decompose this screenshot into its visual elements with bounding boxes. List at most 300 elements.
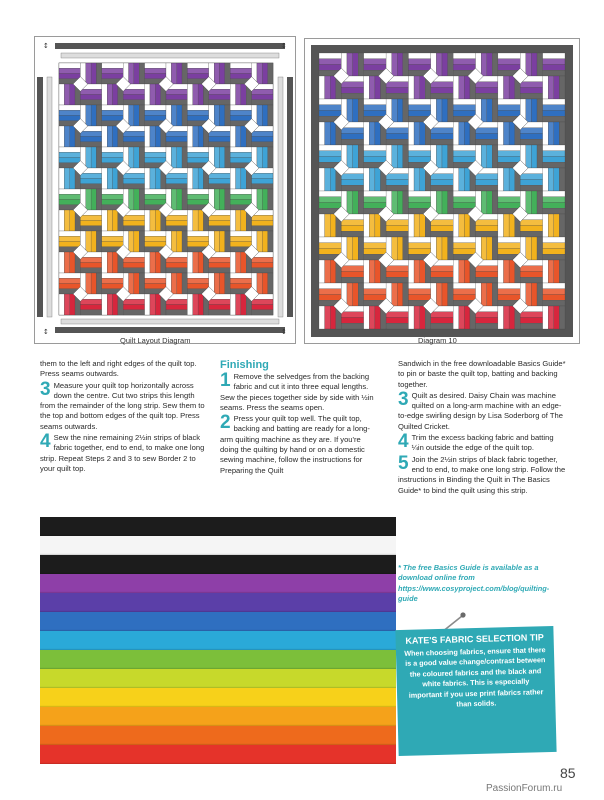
quilt-strip <box>526 191 532 214</box>
quilt-strip <box>476 139 498 145</box>
quilt-strip <box>220 147 225 168</box>
quilt-strip <box>543 306 549 329</box>
step-number: 2 <box>220 412 231 434</box>
quilt-strip <box>59 152 80 157</box>
quilt-strip <box>64 126 69 147</box>
quilt-strip <box>230 294 235 315</box>
quilt-strip <box>520 323 542 329</box>
quilt-strip <box>543 191 565 197</box>
paragraph-intro: Sandwich in the free downloadable Basics Guide* to pin or baste the quilt top, batting and backing together. <box>398 359 566 389</box>
quilt-strip <box>80 89 101 94</box>
quilt-strip <box>187 273 208 278</box>
quilt-strip <box>187 252 192 273</box>
quilt-strip <box>531 283 537 306</box>
fabric-stripe-shadow <box>40 611 396 612</box>
quilt-strip <box>187 84 192 105</box>
quilt-strip <box>102 231 123 236</box>
quilt-strip <box>319 243 341 249</box>
quilt-strip <box>139 105 144 126</box>
quilt-strip <box>341 272 363 278</box>
quilt-strip <box>107 294 112 315</box>
quilt-strip <box>330 214 336 237</box>
quilt-strip <box>364 260 370 283</box>
quilt-strip <box>375 168 381 191</box>
quilt-strip <box>166 221 187 226</box>
quilt-strip <box>123 89 144 94</box>
quilt-strip <box>341 180 363 186</box>
quilt-strip <box>431 174 453 180</box>
quilt-strip <box>145 110 166 115</box>
quilt-strip <box>548 76 554 99</box>
page-number: 85 <box>560 765 576 781</box>
fabric-stripe <box>40 745 396 764</box>
quilt-strip <box>325 76 331 99</box>
quilt-strip <box>193 294 198 315</box>
quilt-strip <box>230 210 235 231</box>
quilt-strip <box>209 142 230 147</box>
quilt-strip <box>59 294 64 315</box>
quilt-strip <box>386 277 408 283</box>
step-number: 5 <box>398 452 409 474</box>
quilt-strip <box>230 168 235 189</box>
quilt-strip <box>59 242 80 247</box>
quilt-strip <box>155 294 160 315</box>
quilt-strip <box>209 184 230 189</box>
quilt-strip <box>543 254 565 260</box>
quilt-strip <box>319 214 325 237</box>
quilt-strip <box>364 151 386 157</box>
step-text: Quilt as desired. Daisy Chain was machine quilted on a long-arm machine with an edge-to-edge swirling design by Lisa Soderborg of The Quilted Cricket. <box>398 390 563 431</box>
quilt-strip <box>386 226 408 232</box>
quilt-strip <box>209 179 230 184</box>
quilt-strip <box>341 185 363 191</box>
column-3 <box>398 359 566 497</box>
quilt-strip <box>241 294 246 315</box>
quilt-strip <box>498 214 504 237</box>
fabric-stripe <box>40 688 396 708</box>
quilt-strip <box>102 200 123 205</box>
quilt-strip <box>386 312 408 318</box>
quilt-strip <box>134 273 139 294</box>
quilt-strip <box>526 145 532 168</box>
quilt-strip <box>498 111 520 117</box>
quilt-strip <box>504 306 510 329</box>
quilt-strip <box>230 63 251 68</box>
quilt-strip <box>464 168 470 191</box>
quilt-strip <box>453 197 475 203</box>
quilt-strip <box>319 157 341 163</box>
quilt-strip <box>498 151 520 157</box>
quilt-strip <box>187 152 208 157</box>
quilt-strip <box>252 100 273 105</box>
quilt-strip <box>64 210 69 231</box>
quilt-strip <box>230 236 251 241</box>
quilt-strip <box>59 200 80 205</box>
quilt-strip <box>386 180 408 186</box>
fabric-selection-tip-box <box>395 626 556 756</box>
basics-guide-footnote: * The free Basics Guide is available as a download online from https://www.cosyproject.com/blog/quilting-guide <box>398 563 550 603</box>
quilt-strip <box>150 126 155 147</box>
quilt-strip <box>543 76 549 99</box>
quilt-strip <box>209 226 230 231</box>
quilt-strip <box>268 231 273 252</box>
quilt-strip <box>498 289 520 295</box>
quilt-strip <box>129 189 134 210</box>
quilt-strip <box>537 145 543 168</box>
quilt-strip <box>364 243 386 249</box>
quilt-strip <box>364 203 386 209</box>
quilt-strip <box>155 126 160 147</box>
quilt-strip <box>543 116 565 122</box>
quilt-strip <box>509 168 515 191</box>
quilt-strip <box>420 122 426 145</box>
quilt-strip <box>364 122 370 145</box>
quilt-strip <box>80 131 101 136</box>
quilt-strip <box>325 168 331 191</box>
fabric-stripe <box>40 650 396 670</box>
quilt-strip <box>543 70 565 76</box>
quilt-strip <box>177 273 182 294</box>
quilt-strip <box>481 283 487 306</box>
quilt-strip <box>59 105 80 110</box>
quilt-strip <box>236 252 241 273</box>
quilt-strip <box>64 168 69 189</box>
quilt-strip <box>464 306 470 329</box>
quilt-strip <box>364 145 386 151</box>
quilt-strip <box>268 147 273 168</box>
quilt-strip <box>476 312 498 318</box>
quilt-strip <box>209 257 230 262</box>
quilt-strip <box>193 210 198 231</box>
quilt-strip <box>252 179 273 184</box>
quilt-strip <box>453 53 475 59</box>
quilt-strip <box>123 179 144 184</box>
quilt-strip <box>543 162 565 168</box>
quilt-strip <box>325 122 331 145</box>
quilt-strip <box>252 263 273 268</box>
quilt-strip <box>392 237 398 260</box>
quilt-strip <box>325 260 331 283</box>
quilt-strip <box>543 243 565 249</box>
quilt-strip <box>252 89 273 94</box>
fabric-stripe-shadow <box>40 706 396 707</box>
fabric-stripe-shadow <box>40 744 396 745</box>
quilt-strip <box>431 312 453 318</box>
quilt-strip <box>220 189 225 210</box>
quilt-strip <box>341 174 363 180</box>
fabric-stripe-shadow <box>40 668 396 669</box>
quilt-strip <box>214 231 219 252</box>
quilt-strip <box>220 63 225 84</box>
quilt-strip <box>319 145 341 151</box>
quilt-strip <box>193 84 198 105</box>
quilt-strip <box>230 200 251 205</box>
quilt-strip <box>182 105 187 126</box>
quilt-strip <box>431 185 453 191</box>
quilt-strip <box>187 236 208 241</box>
quilt-strip <box>520 272 542 278</box>
border-strip-bottom-inner <box>61 319 279 324</box>
quilt-strip <box>230 147 251 152</box>
quilt-strip <box>364 53 386 59</box>
quilt-strip <box>59 74 80 79</box>
quilt-strip <box>319 306 325 329</box>
diagram-10-figure <box>305 39 579 343</box>
quilt-strip <box>397 145 403 168</box>
quilt-strip <box>559 260 565 283</box>
quilt-layout-diagram <box>34 36 296 344</box>
quilt-strip <box>487 53 493 76</box>
quilt-strip <box>364 197 386 203</box>
quilt-strip <box>150 210 155 231</box>
quilt-strip <box>453 249 475 255</box>
quilt-strip <box>520 277 542 283</box>
step-number: 3 <box>398 388 409 410</box>
quilt-strip <box>166 173 187 178</box>
quilt-strip <box>330 260 336 283</box>
quilt-strip <box>187 284 208 289</box>
quilt-strip <box>498 168 504 191</box>
arrow-icon: ↕ <box>281 42 287 50</box>
quilt-strip <box>476 88 498 94</box>
quilt-strip <box>543 105 565 111</box>
quilt-strip <box>102 252 107 273</box>
quilt-strip <box>341 82 363 88</box>
quilt-strip <box>436 99 442 122</box>
quilt-strip <box>453 295 475 301</box>
quilt-strip <box>364 76 370 99</box>
quilt-strip <box>431 88 453 94</box>
quilt-strip <box>408 191 430 197</box>
quilt-strip <box>403 237 409 260</box>
quilt-strip <box>145 200 166 205</box>
quilt-strip <box>123 257 144 262</box>
quilt-strip <box>498 105 520 111</box>
quilt-strip <box>504 76 510 99</box>
quilt-strip <box>431 323 453 329</box>
quilt-strip <box>341 277 363 283</box>
quilt-strip <box>341 88 363 94</box>
quilt-strip <box>139 147 144 168</box>
quilt-strip <box>319 295 341 301</box>
quilt-strip <box>134 147 139 168</box>
quilt-strip <box>492 191 498 214</box>
quilt-strip <box>453 65 475 71</box>
quilt-strip <box>397 237 403 260</box>
quilt-strip <box>459 122 465 145</box>
quilt-strip <box>364 214 370 237</box>
quilt-strip <box>453 237 475 243</box>
quilt-strip <box>319 59 341 65</box>
quilt-layout-caption: Quilt Layout Diagram <box>120 336 191 345</box>
quilt-strip <box>171 147 176 168</box>
quilt-strip <box>214 147 219 168</box>
quilt-strip <box>80 299 101 304</box>
quilt-strip <box>369 260 375 283</box>
quilt-strip <box>414 306 420 329</box>
quilt-strip <box>414 214 420 237</box>
border-strip-top-outer <box>55 43 285 49</box>
quilt-strip <box>408 59 430 65</box>
quilt-strip <box>476 220 498 226</box>
quilt-strip <box>64 294 69 315</box>
quilt-strip <box>358 99 364 122</box>
quilt-strip <box>91 189 96 210</box>
quilt-strip <box>531 237 537 260</box>
quilt-strip <box>476 318 498 324</box>
quilt-strip <box>107 126 112 147</box>
quilt-strip <box>543 151 565 157</box>
quilt-strip <box>59 236 80 241</box>
quilt-strip <box>166 95 187 100</box>
quilt-strip <box>225 231 230 252</box>
quilt-strip <box>358 191 364 214</box>
quilt-strip <box>408 203 430 209</box>
quilt-strip <box>139 189 144 210</box>
quilt-strip <box>107 252 112 273</box>
quilt-strip <box>225 63 230 84</box>
quilt-strip <box>543 53 565 59</box>
quilt-strip <box>102 168 107 189</box>
quilt-strip <box>464 76 470 99</box>
quilt-strip <box>155 252 160 273</box>
quilt-strip <box>453 122 459 145</box>
quilt-strip <box>341 226 363 232</box>
quilt-strip <box>59 210 64 231</box>
quilt-strip <box>59 252 64 273</box>
quilt-strip <box>123 263 144 268</box>
quilt-strip <box>476 231 498 237</box>
quilt-strip <box>209 100 230 105</box>
quilt-strip <box>209 310 230 315</box>
quilt-strip <box>543 289 565 295</box>
quilt-strip <box>59 126 64 147</box>
quilt-strip <box>171 273 176 294</box>
quilt-strip <box>123 95 144 100</box>
quilt-strip <box>230 194 251 199</box>
quilt-strip <box>252 215 273 220</box>
quilt-strip <box>537 53 543 76</box>
quilt-strip <box>408 249 430 255</box>
quilt-strip <box>59 63 80 68</box>
quilt-strip <box>397 53 403 76</box>
quilt-strip <box>498 237 520 243</box>
quilt-strip <box>442 53 448 76</box>
quilt-strip <box>102 278 123 283</box>
quilt-strip <box>408 283 430 289</box>
quilt-strip <box>397 283 403 306</box>
quilt-strip <box>187 105 208 110</box>
quilt-strip <box>252 310 273 315</box>
quilt-strip <box>487 283 493 306</box>
quilt-strip <box>476 185 498 191</box>
quilt-strip <box>431 266 453 272</box>
quilt-strip <box>257 273 262 294</box>
quilt-strip <box>543 157 565 163</box>
quilt-strip <box>325 306 331 329</box>
quilt-strip <box>145 294 150 315</box>
fabric-stripe <box>40 612 396 632</box>
quilt-strip <box>214 189 219 210</box>
quilt-strip <box>420 76 426 99</box>
quilt-strip <box>464 260 470 283</box>
border-strip-bottom-outer <box>55 327 285 333</box>
quilt-strip <box>375 76 381 99</box>
fabric-stripe <box>40 593 396 613</box>
border-strip-right-inner <box>278 77 283 317</box>
quilt-strip <box>431 220 453 226</box>
quilt-strip <box>369 168 375 191</box>
quilt-strip <box>504 168 510 191</box>
quilt-strip <box>257 231 262 252</box>
quilt-strip <box>526 283 532 306</box>
quilt-strip <box>214 105 219 126</box>
border-strip-left-inner <box>47 77 52 317</box>
quilt-strip <box>414 168 420 191</box>
quilt-strip <box>123 268 144 273</box>
quilt-strip <box>548 214 554 237</box>
quilt-strip <box>102 63 123 68</box>
quilt-strip <box>166 142 187 147</box>
quilt-strip <box>220 273 225 294</box>
quilt-strip <box>80 215 101 220</box>
quilt-strip <box>353 191 359 214</box>
quilt-strip <box>453 157 475 163</box>
quilt-strip <box>408 260 414 283</box>
quilt-strip <box>166 299 187 304</box>
quilt-strip <box>476 226 498 232</box>
quilt-strip <box>431 231 453 237</box>
quilt-strip <box>408 306 414 329</box>
step-text: Sew the nine remaining 2½in strips of black fabric together, end to end, to make one long strip. Repeat Steps 2 and 3 to sew Border 2 to your quilt top. <box>40 433 205 473</box>
quilt-strip <box>453 111 475 117</box>
quilt-strip <box>230 284 251 289</box>
quilt-strip <box>319 289 341 295</box>
quilt-strip <box>252 221 273 226</box>
quilt-strip <box>548 306 554 329</box>
quilt-strip <box>369 214 375 237</box>
quilt-strip <box>543 249 565 255</box>
quilt-strip <box>145 126 150 147</box>
quilt-strip <box>171 231 176 252</box>
quilt-strip <box>252 142 273 147</box>
quilt-strip <box>319 249 341 255</box>
quilt-strip <box>209 89 230 94</box>
quilt-strip <box>403 191 409 214</box>
quilt-strip <box>59 168 64 189</box>
quilt-strip <box>145 236 166 241</box>
fabric-stripe <box>40 574 396 594</box>
quilt-strip <box>353 237 359 260</box>
quilt-strip <box>166 100 187 105</box>
quilt-strip <box>319 53 341 59</box>
quilt-strip <box>102 152 123 157</box>
quilt-strip <box>230 273 251 278</box>
quilt-strip <box>526 53 532 76</box>
quilt-strip <box>150 84 155 105</box>
step-number: 4 <box>398 431 409 453</box>
quilt-strip <box>123 100 144 105</box>
quilt-strip <box>448 99 454 122</box>
quilt-strip <box>209 305 230 310</box>
quilt-strip <box>498 122 504 145</box>
quilt-strip <box>129 147 134 168</box>
quilt-strip <box>520 128 542 134</box>
quilt-strip <box>102 126 107 147</box>
quilt-strip <box>364 295 386 301</box>
quilt-strip <box>509 214 515 237</box>
step-4 <box>40 433 208 474</box>
